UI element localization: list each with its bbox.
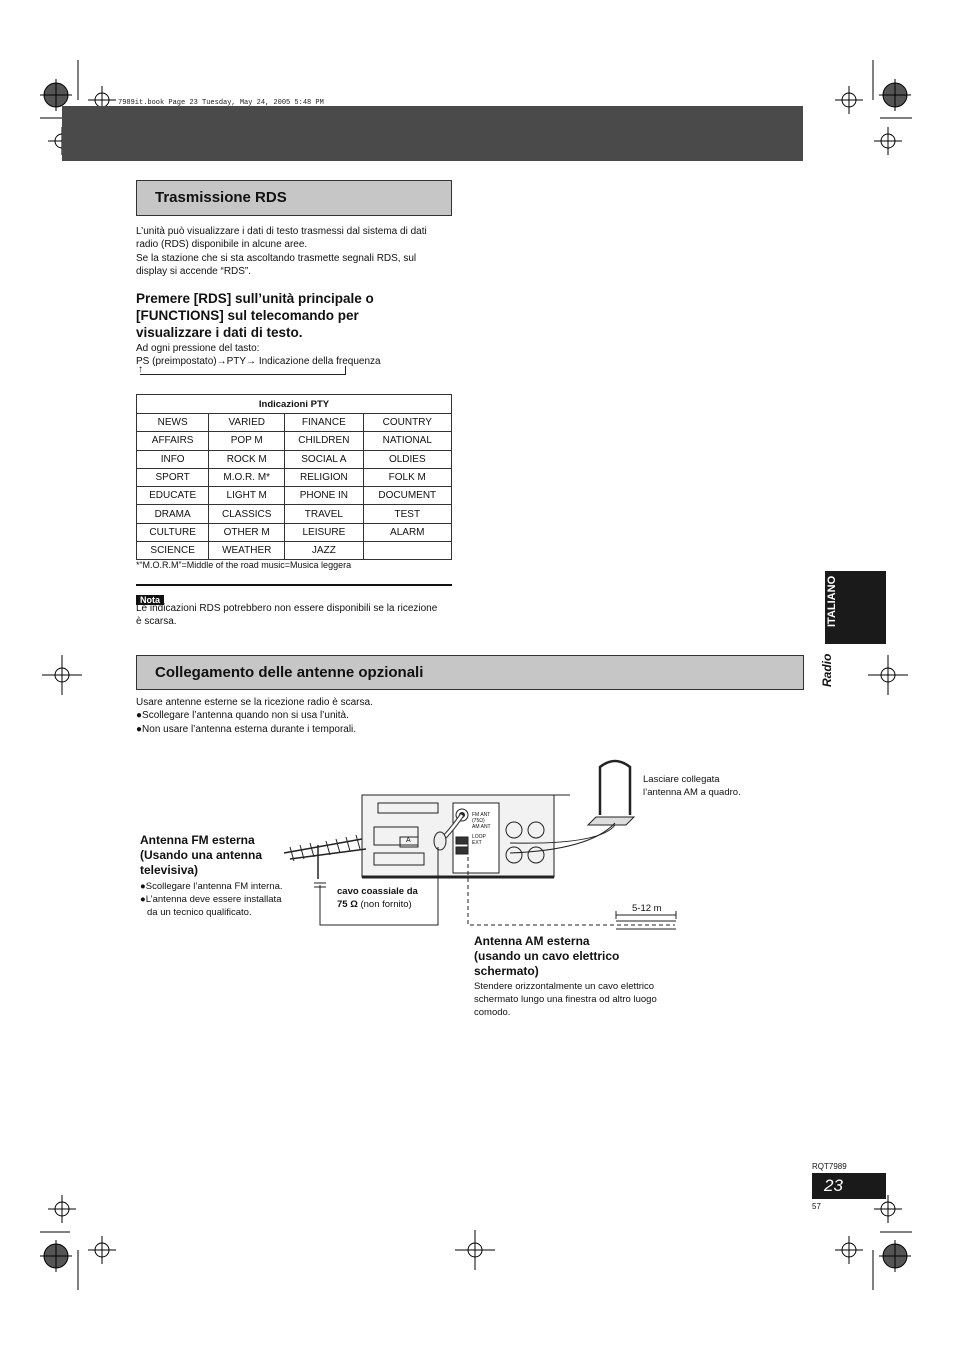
table-cell: ROCK M [209, 450, 285, 468]
title-line: Antenna AM esterna [474, 934, 590, 948]
table-cell: CLASSICS [209, 505, 285, 523]
am-antenna-desc [474, 980, 657, 1019]
intro-line: Usare antenne esterne se la ricezione radio è scarsa. [136, 697, 373, 708]
table-cell: NEWS [137, 414, 209, 432]
table-cell: SCIENCE [137, 542, 209, 560]
nota-rule [136, 584, 452, 586]
table-row [137, 505, 452, 523]
desc-line: Stendere orizzontalmente un cavo elettrico [474, 981, 655, 992]
intro-line: L’unità può visualizzare i dati di testo trasmessi dal sistema di dati [136, 226, 427, 237]
table-cell: PHONE IN [285, 487, 363, 505]
table-cell: DRAMA [137, 505, 209, 523]
intro-line: radio (RDS) disponibile in alcune aree. [136, 239, 308, 251]
nota-line: Le indicazioni RDS potrebbero non essere disponibili se la ricezione [136, 603, 438, 614]
table-row [137, 450, 452, 468]
pty-table [136, 394, 452, 560]
table-cell: INFO [137, 450, 209, 468]
bullet-item: da un tecnico qualificato. [147, 907, 252, 918]
section-label: Radio [820, 653, 834, 687]
intro-line: display si accende “RDS”. [136, 265, 252, 277]
terminal-labels [472, 812, 491, 846]
terminal-label: LOOP [472, 834, 486, 840]
table-row [137, 542, 452, 560]
instruction-line: [FUNCTIONS] sul telecomando per [136, 308, 359, 323]
table-cell: NATIONAL [363, 432, 451, 450]
table-cell: JAZZ [285, 542, 363, 560]
loop-arrow-icon: ↑ [138, 364, 143, 375]
intro-line: Se la stazione che si sta ascoltando trasmette segnali RDS, sul [136, 252, 417, 264]
title-line: (usando un cavo elettrico [474, 949, 620, 963]
language-label: ITALIANO [826, 575, 838, 627]
fm-antenna-title [140, 833, 262, 878]
table-cell: TEST [363, 505, 451, 523]
antenne-intro [136, 696, 636, 736]
instruction-line: Premere [RDS] sull’unità principale o [136, 291, 374, 306]
table-row [137, 487, 452, 505]
table-cell: M.O.R. M* [209, 468, 285, 486]
tv-antenna-icon [284, 835, 366, 887]
table-row [137, 432, 452, 450]
bullet-item: ●Scollegare l’antenna FM interna. [140, 881, 283, 892]
table-cell: LEISURE [285, 523, 363, 541]
table-cell: DOCUMENT [363, 487, 451, 505]
section-title-rds [136, 180, 452, 216]
table-row [137, 414, 452, 432]
device-letter: A [406, 837, 411, 844]
terminal-label: AM ANT [472, 824, 491, 830]
table-cell [363, 542, 451, 560]
rds-intro [136, 225, 456, 278]
page-number: 23 [824, 1176, 843, 1195]
title-line: schermato) [474, 964, 539, 978]
table-cell: POP M [209, 432, 285, 450]
press-note: Ad ogni pressione del tasto: [136, 343, 260, 354]
bullet-item: ●L’antenna deve essere installata [140, 894, 282, 905]
distance-label: 5-12 m [632, 903, 662, 914]
coax-label-line1: cavo coassiale da [337, 886, 418, 897]
title-line: televisiva) [140, 863, 199, 877]
table-row [137, 468, 452, 486]
table-cell: TRAVEL [285, 505, 363, 523]
section-title-text: Trasmissione RDS [155, 189, 287, 206]
table-row [137, 523, 452, 541]
fm-antenna-bullets [140, 880, 283, 919]
terminal-label: (75Ω) [472, 818, 485, 824]
table-cell: VARIED [209, 414, 285, 432]
title-line: Antenna FM esterna [140, 833, 255, 847]
terminal-label: EXT [472, 840, 482, 846]
title-line: (Usando una antenna [140, 848, 263, 862]
table-cell: SPORT [137, 468, 209, 486]
bullet-item: ●Scollegare l’antenna quando non si usa l’unità. [136, 710, 349, 722]
table-cell: RELIGION [285, 468, 363, 486]
am-antenna-title [474, 934, 619, 979]
coax-note: (non fornito) [360, 899, 412, 910]
display-sequence: PS (preimpostato)→PTY→ Indicazione della frequenza [136, 356, 381, 367]
sub-page-number: 57 [812, 1202, 821, 1211]
desc-line: schermato lungo una finestra od altro luogo [474, 994, 657, 1005]
am-loop-note [643, 773, 741, 799]
nota-text [136, 602, 456, 629]
table-footnote: *“M.O.R.M”=Middle of the road music=Musica leggera [136, 560, 352, 570]
table-cell: LIGHT M [209, 487, 285, 505]
table-header: Indicazioni PTY [137, 395, 452, 414]
section-title-text: Collegamento delle antenne opzionali [155, 664, 424, 681]
sequence-loop [140, 366, 346, 375]
coax-label [337, 885, 418, 911]
desc-line: comodo. [474, 1007, 511, 1018]
terminal-label: FM ANT [472, 812, 491, 818]
bullet-item: ●Non usare l’antenna esterna durante i temporali. [136, 723, 357, 735]
table-cell: EDUCATE [137, 487, 209, 505]
header-bar [62, 106, 803, 161]
table-cell: OLDIES [363, 450, 451, 468]
am-loop-icon [600, 761, 630, 815]
table-cell: AFFAIRS [137, 432, 209, 450]
instruction-line: visualizzare i dati di testo. [136, 325, 303, 340]
table-cell: SOCIAL A [285, 450, 363, 468]
table-cell: CULTURE [137, 523, 209, 541]
nota-label: Nota [136, 595, 164, 605]
table-cell: WEATHER [209, 542, 285, 560]
table-cell: OTHER M [209, 523, 285, 541]
coax-label-line2 [337, 898, 418, 911]
print-meta: 7989it.book Page 23 Tuesday, May 24, 2005 5:48 PM [118, 99, 324, 107]
coax-impedance: 75 Ω [337, 899, 358, 910]
table-cell: FINANCE [285, 414, 363, 432]
table-cell: COUNTRY [363, 414, 451, 432]
page-number-box [812, 1173, 886, 1199]
table-cell: CHILDREN [285, 432, 363, 450]
nota-line: è scarsa. [136, 616, 177, 628]
note-line: l’antenna AM a quadro. [643, 787, 741, 798]
section-title-antenne [136, 655, 804, 690]
note-line: Lasciare collegata [643, 774, 720, 785]
table-header-row [137, 395, 452, 414]
doc-code: RQT7989 [812, 1162, 847, 1171]
table-cell: FOLK M [363, 468, 451, 486]
rds-instruction [136, 290, 456, 341]
table-cell: ALARM [363, 523, 451, 541]
